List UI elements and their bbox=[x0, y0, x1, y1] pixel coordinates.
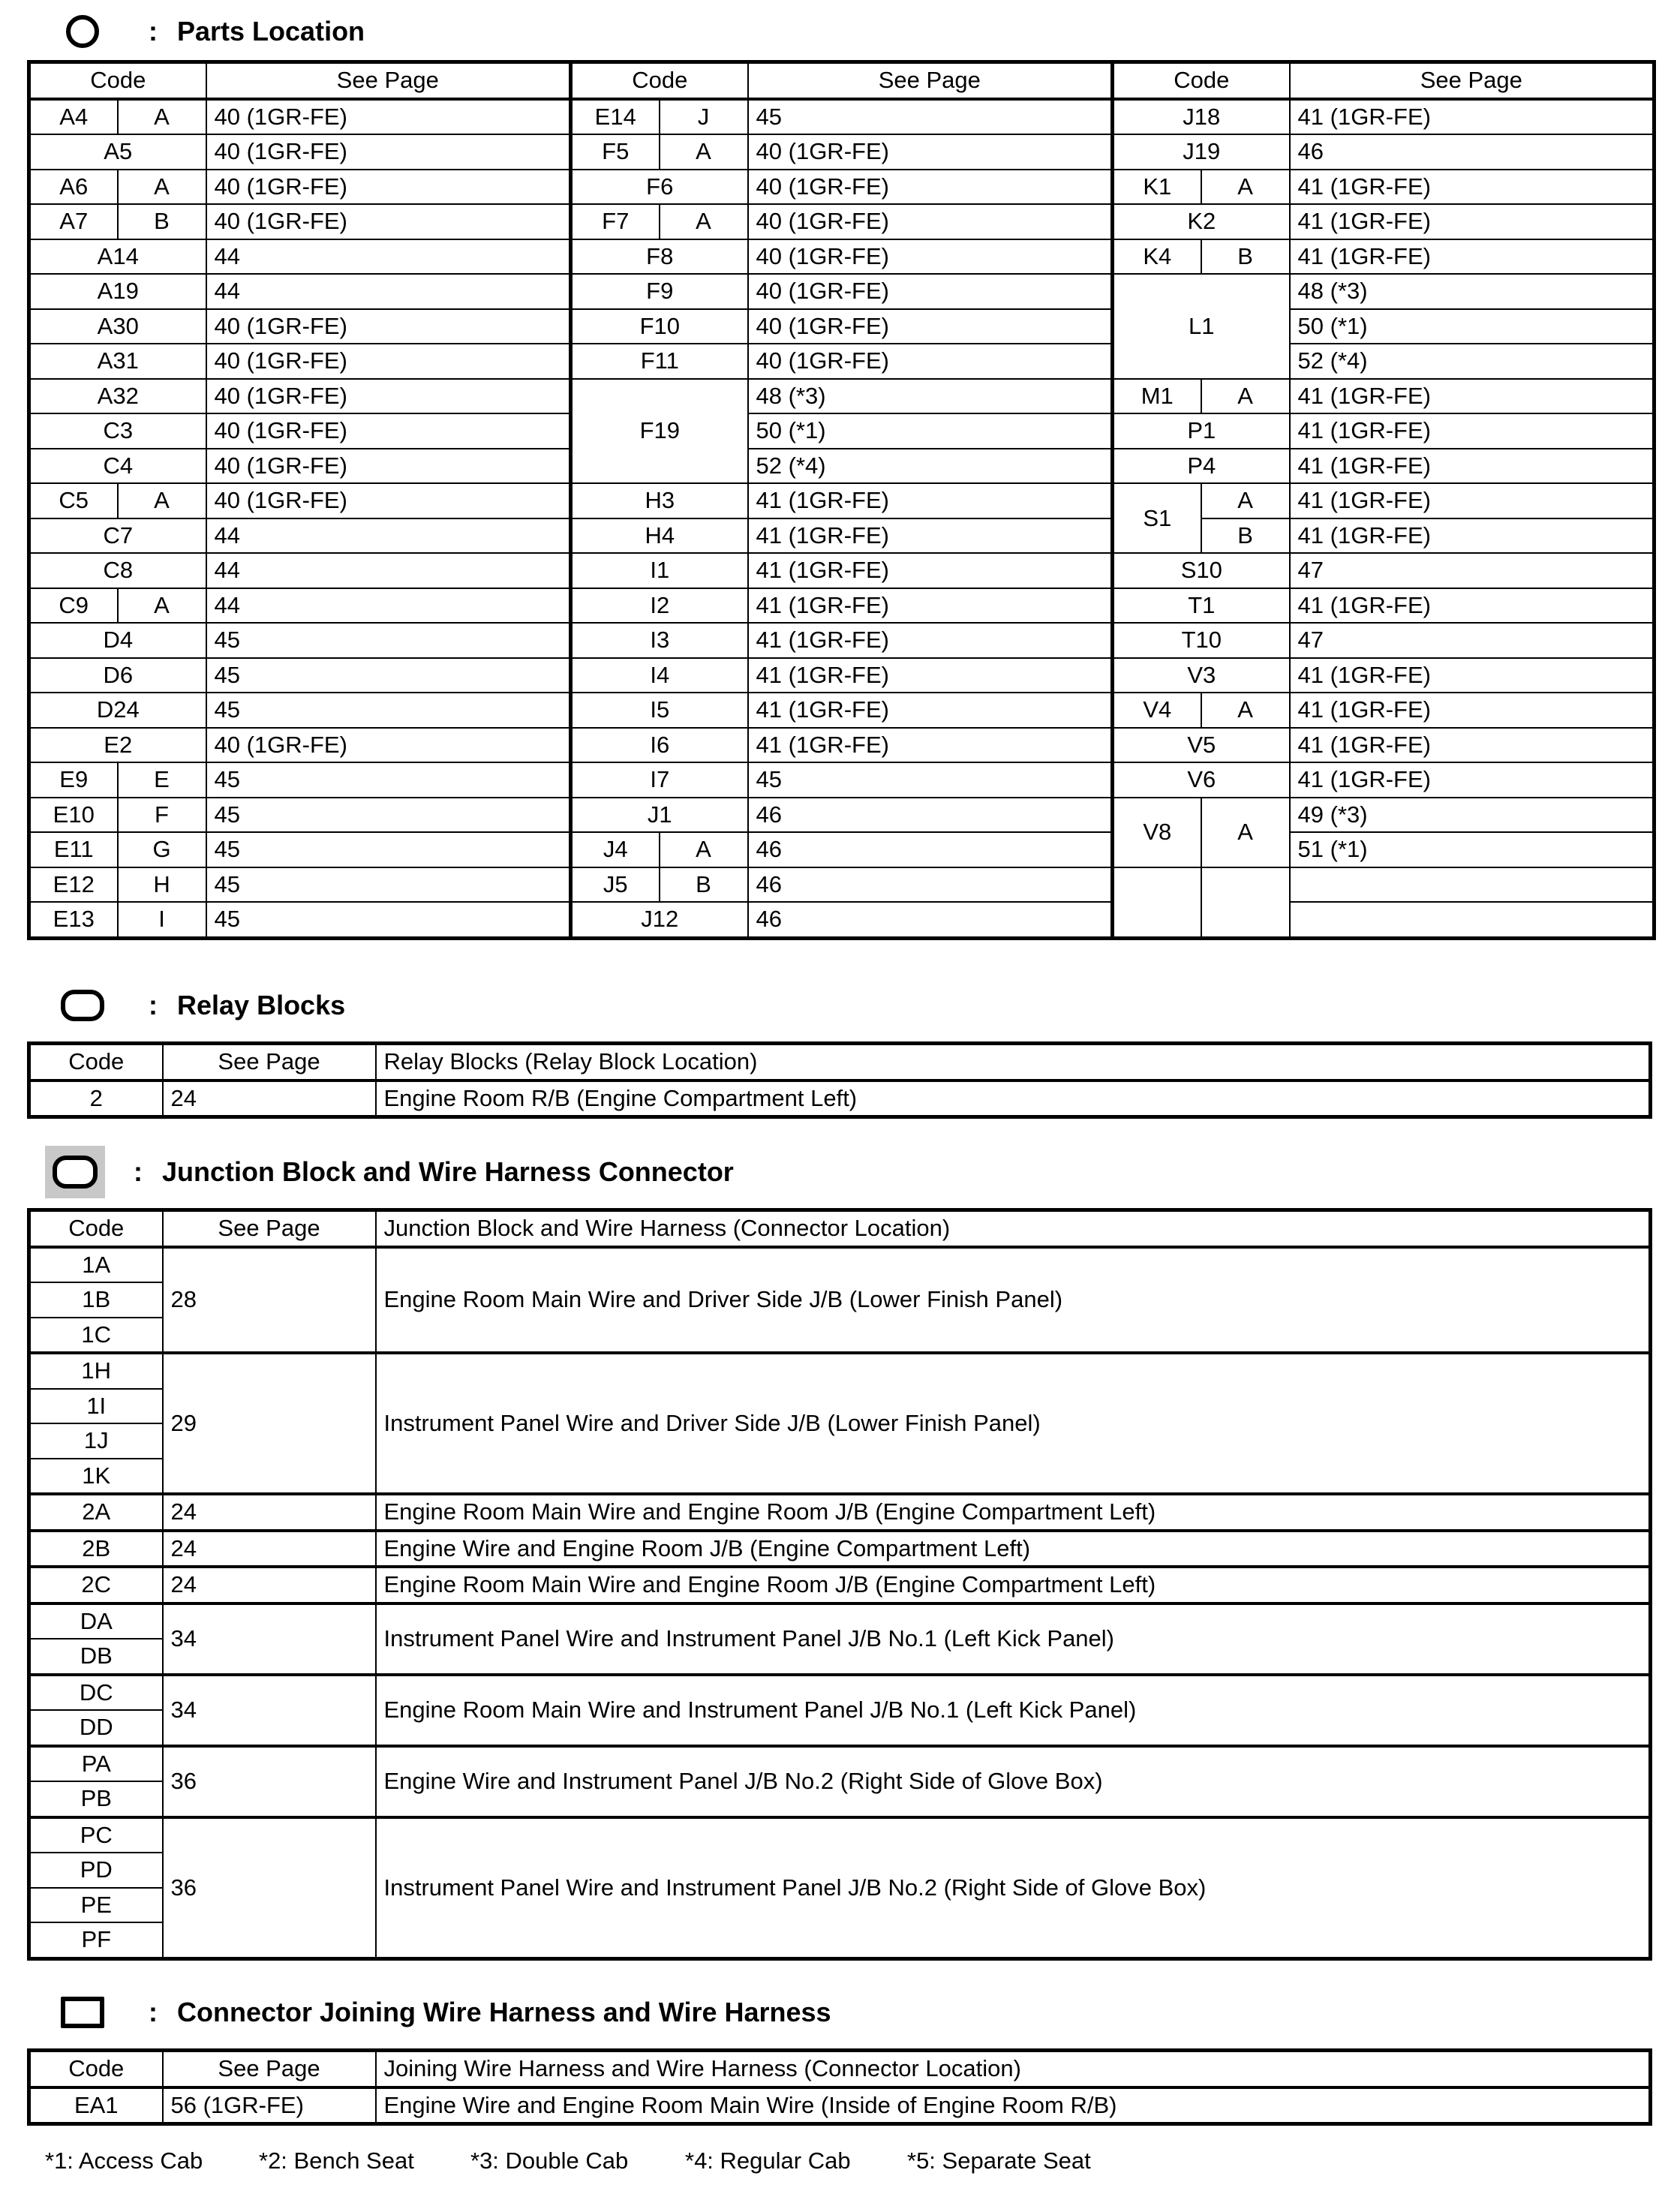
cell-code: EA1 bbox=[29, 2087, 163, 2124]
cell-letter: A bbox=[1201, 483, 1290, 518]
cell-page: 41 (1GR-FE) bbox=[748, 658, 1113, 693]
cell-page: 40 (1GR-FE) bbox=[206, 134, 571, 170]
table-row bbox=[29, 832, 1654, 867]
table-row bbox=[29, 623, 1654, 658]
cell-page: 41 (1GR-FE) bbox=[748, 623, 1113, 658]
cell-code: I4 bbox=[571, 658, 748, 693]
cell-letter: A bbox=[118, 588, 206, 624]
cell-page: 44 bbox=[206, 588, 571, 624]
cell-code: C9 bbox=[29, 588, 118, 624]
cell-code: E12 bbox=[29, 867, 118, 903]
cell-page: 44 bbox=[206, 274, 571, 309]
cell-page: 50 (*1) bbox=[748, 413, 1113, 449]
cell-location: Engine Room R/B (Engine Compartment Left) bbox=[376, 1080, 1651, 1117]
header-code: Code bbox=[571, 62, 748, 99]
cell-code: I2 bbox=[571, 588, 748, 624]
cell-code: A31 bbox=[29, 344, 206, 379]
cell-code: V6 bbox=[1113, 762, 1290, 798]
cell-letter: A bbox=[1201, 798, 1290, 867]
cell-code: D4 bbox=[29, 623, 206, 658]
cell-code: T10 bbox=[1113, 623, 1290, 658]
relay-blocks-table bbox=[27, 1041, 1652, 1119]
table-row bbox=[29, 1567, 1651, 1603]
junction-block-heading: : Junction Block and Wire Harness Connector bbox=[53, 1150, 734, 1195]
header-see-page: See Page bbox=[163, 2051, 376, 2087]
cell-letter: B bbox=[118, 204, 206, 239]
cell-code: I1 bbox=[571, 553, 748, 588]
cell-page: 46 bbox=[1290, 134, 1654, 170]
cell-location: Instrument Panel Wire and Driver Side J/B (Lower Finish Panel) bbox=[376, 1353, 1651, 1494]
cell-location: Engine Wire and Engine Room Main Wire (Inside of Engine Room R/B) bbox=[376, 2087, 1651, 2124]
cell-code: V3 bbox=[1113, 658, 1290, 693]
circle-symbol-icon bbox=[66, 15, 99, 48]
cell-code: T1 bbox=[1113, 588, 1290, 624]
cell-code: 1I bbox=[29, 1389, 163, 1424]
cell-code: C3 bbox=[29, 413, 206, 449]
cell-page: 46 bbox=[748, 867, 1113, 903]
cell-code: PC bbox=[29, 1817, 163, 1853]
table-row bbox=[29, 728, 1654, 763]
cell-page: 40 (1GR-FE) bbox=[206, 728, 571, 763]
table-row bbox=[29, 867, 1654, 903]
cell-letter: A bbox=[660, 134, 748, 170]
cell-code: C7 bbox=[29, 518, 206, 554]
cell-page: 40 (1GR-FE) bbox=[748, 309, 1113, 344]
cell-code: F11 bbox=[571, 344, 748, 379]
cell-location: Engine Room Main Wire and Driver Side J/B (Lower Finish Panel) bbox=[376, 1247, 1651, 1354]
cell-page: 41 (1GR-FE) bbox=[748, 518, 1113, 554]
cell-page: 34 bbox=[163, 1675, 376, 1746]
cell-page: 40 (1GR-FE) bbox=[206, 483, 571, 518]
table-row bbox=[29, 239, 1654, 275]
cell-page: 46 bbox=[748, 832, 1113, 867]
table-row bbox=[29, 902, 1654, 938]
cell-code: D24 bbox=[29, 693, 206, 728]
cell-page: 45 bbox=[206, 658, 571, 693]
parts-location-table bbox=[27, 60, 1656, 940]
cell-code: 1J bbox=[29, 1423, 163, 1459]
cell-page: 40 (1GR-FE) bbox=[206, 99, 571, 135]
cell-page: 41 (1GR-FE) bbox=[1290, 449, 1654, 484]
cell-code: 2 bbox=[29, 1080, 163, 1117]
cell-code: 2B bbox=[29, 1531, 163, 1567]
table-row bbox=[29, 658, 1654, 693]
cell-page: 45 bbox=[748, 99, 1113, 135]
cell-code: M1 bbox=[1113, 379, 1201, 414]
footnote: *4: Regular Cab bbox=[685, 2147, 851, 2174]
cell-code: C8 bbox=[29, 553, 206, 588]
table-row bbox=[29, 2051, 1651, 2087]
table-row bbox=[29, 1247, 1651, 1283]
cell-code: 2A bbox=[29, 1494, 163, 1531]
header-see-page: See Page bbox=[163, 1210, 376, 1247]
table-row bbox=[29, 2087, 1651, 2124]
cell-letter: B bbox=[660, 867, 748, 903]
cell-page: 50 (*1) bbox=[1290, 309, 1654, 344]
cell-code: F9 bbox=[571, 274, 748, 309]
cell-page: 41 (1GR-FE) bbox=[748, 728, 1113, 763]
cell-code: J18 bbox=[1113, 99, 1290, 135]
cell-code: F8 bbox=[571, 239, 748, 275]
cell-code: C5 bbox=[29, 483, 118, 518]
cell-letter: F bbox=[118, 798, 206, 833]
cell-code: 1A bbox=[29, 1247, 163, 1283]
table-row bbox=[29, 1210, 1651, 1247]
header-see-page: See Page bbox=[748, 62, 1113, 99]
square-symbol-icon bbox=[61, 1997, 104, 2028]
cell-page: 40 (1GR-FE) bbox=[748, 344, 1113, 379]
rounded-box-symbol-icon bbox=[53, 1156, 98, 1189]
cell-letter: B bbox=[1201, 239, 1290, 275]
cell-page: 46 bbox=[748, 902, 1113, 938]
cell-page: 36 bbox=[163, 1817, 376, 1959]
cell-page: 24 bbox=[163, 1494, 376, 1531]
footnote: *3: Double Cab bbox=[470, 2147, 629, 2174]
cell-location: Instrument Panel Wire and Instrument Panel J/B No.1 (Left Kick Panel) bbox=[376, 1603, 1651, 1675]
cell-page: 24 bbox=[163, 1567, 376, 1603]
cell-page: 41 (1GR-FE) bbox=[748, 553, 1113, 588]
table-row bbox=[29, 1080, 1651, 1117]
table-row bbox=[29, 274, 1654, 309]
cell-page: 28 bbox=[163, 1247, 376, 1354]
cell-page: 49 (*3) bbox=[1290, 798, 1654, 833]
cell-code: J5 bbox=[571, 867, 660, 903]
table-row bbox=[29, 762, 1654, 798]
cell-code: 1B bbox=[29, 1282, 163, 1318]
cell-page: 46 bbox=[748, 798, 1113, 833]
cell-page: 44 bbox=[206, 239, 571, 275]
cell-page: 47 bbox=[1290, 623, 1654, 658]
joining-connector-title: Connector Joining Wire Harness and Wire Harness bbox=[177, 1997, 831, 2027]
table-row bbox=[29, 309, 1654, 344]
cell-code: F7 bbox=[571, 204, 660, 239]
cell-letter: G bbox=[118, 832, 206, 867]
footnotes bbox=[45, 2147, 1091, 2174]
cell-page: 41 (1GR-FE) bbox=[1290, 693, 1654, 728]
cell-page: 24 bbox=[163, 1080, 376, 1117]
header-location: Junction Block and Wire Harness (Connector Location) bbox=[376, 1210, 1651, 1247]
cell-code: K2 bbox=[1113, 204, 1290, 239]
cell-code: V5 bbox=[1113, 728, 1290, 763]
cell-page: 48 (*3) bbox=[1290, 274, 1654, 309]
cell-page: 40 (1GR-FE) bbox=[206, 449, 571, 484]
cell-location: Instrument Panel Wire and Instrument Panel J/B No.2 (Right Side of Glove Box) bbox=[376, 1817, 1651, 1959]
cell-code: J1 bbox=[571, 798, 748, 833]
cell-code: D6 bbox=[29, 658, 206, 693]
table-row bbox=[29, 1044, 1651, 1080]
cell-code: H3 bbox=[571, 483, 748, 518]
cell-page: 41 (1GR-FE) bbox=[748, 588, 1113, 624]
cell-code: PA bbox=[29, 1746, 163, 1782]
cell-page: 45 bbox=[206, 832, 571, 867]
table-row bbox=[29, 134, 1654, 170]
cell-code: K1 bbox=[1113, 170, 1201, 205]
cell-page: 40 (1GR-FE) bbox=[748, 204, 1113, 239]
cell-page: 44 bbox=[206, 518, 571, 554]
cell-code: F6 bbox=[571, 170, 748, 205]
cell-code: V4 bbox=[1113, 693, 1201, 728]
cell-code: PE bbox=[29, 1888, 163, 1923]
cell-page: 40 (1GR-FE) bbox=[206, 413, 571, 449]
table-row bbox=[29, 518, 1654, 554]
cell-page: 40 (1GR-FE) bbox=[206, 170, 571, 205]
cell-page: 41 (1GR-FE) bbox=[1290, 728, 1654, 763]
cell-page bbox=[1290, 902, 1654, 938]
footnote: *5: Separate Seat bbox=[907, 2147, 1091, 2174]
header-code: Code bbox=[29, 1044, 163, 1080]
cell-code: A19 bbox=[29, 274, 206, 309]
cell-code: PF bbox=[29, 1922, 163, 1958]
cell-code: 1C bbox=[29, 1318, 163, 1354]
cell-code: P4 bbox=[1113, 449, 1290, 484]
cell-page: 40 (1GR-FE) bbox=[748, 239, 1113, 275]
cell-letter: E bbox=[118, 762, 206, 798]
cell-letter: H bbox=[118, 867, 206, 903]
shaded-box-symbol bbox=[45, 1146, 105, 1198]
header-location: Joining Wire Harness and Wire Harness (Connector Location) bbox=[376, 2051, 1651, 2087]
oval-symbol-icon bbox=[61, 990, 104, 1021]
cell-code: DC bbox=[29, 1675, 163, 1711]
cell-page: 41 (1GR-FE) bbox=[748, 693, 1113, 728]
cell-page: 41 (1GR-FE) bbox=[1290, 99, 1654, 135]
junction-block-title: Junction Block and Wire Harness Connector bbox=[162, 1156, 734, 1187]
cell-page: 41 (1GR-FE) bbox=[1290, 379, 1654, 414]
cell-page: 47 bbox=[1290, 553, 1654, 588]
cell-code: DB bbox=[29, 1639, 163, 1675]
cell-page: 40 (1GR-FE) bbox=[748, 274, 1113, 309]
cell-code: 2C bbox=[29, 1567, 163, 1603]
parts-location-title: Parts Location bbox=[177, 16, 365, 47]
cell-page: 51 (*1) bbox=[1290, 832, 1654, 867]
cell-page: 44 bbox=[206, 553, 571, 588]
parts-location-heading: : Parts Location bbox=[53, 9, 365, 54]
cell-letter: A bbox=[118, 170, 206, 205]
table-row bbox=[29, 693, 1654, 728]
table-row bbox=[29, 1531, 1651, 1567]
cell-letter: A bbox=[1201, 379, 1290, 414]
cell-letter: B bbox=[1201, 518, 1290, 554]
cell-page: 40 (1GR-FE) bbox=[748, 170, 1113, 205]
cell-page: 40 (1GR-FE) bbox=[206, 344, 571, 379]
cell-code: E11 bbox=[29, 832, 118, 867]
cell-code: A14 bbox=[29, 239, 206, 275]
table-row bbox=[29, 62, 1654, 99]
cell-code: J4 bbox=[571, 832, 660, 867]
cell-page: 41 (1GR-FE) bbox=[1290, 170, 1654, 205]
table-row bbox=[29, 553, 1654, 588]
cell-page: 40 (1GR-FE) bbox=[206, 204, 571, 239]
cell-code: PD bbox=[29, 1853, 163, 1888]
cell-code: F10 bbox=[571, 309, 748, 344]
cell-page: 41 (1GR-FE) bbox=[1290, 413, 1654, 449]
cell-letter: A bbox=[660, 832, 748, 867]
table-row bbox=[29, 1353, 1651, 1389]
cell-code: A4 bbox=[29, 99, 118, 135]
cell-code: E14 bbox=[571, 99, 660, 135]
cell-code: P1 bbox=[1113, 413, 1290, 449]
cell-page: 41 (1GR-FE) bbox=[1290, 518, 1654, 554]
cell-location: Engine Wire and Engine Room J/B (Engine Compartment Left) bbox=[376, 1531, 1651, 1567]
table-row bbox=[29, 204, 1654, 239]
table-row bbox=[29, 1675, 1651, 1711]
cell-code: 1H bbox=[29, 1353, 163, 1389]
footnote: *1: Access Cab bbox=[45, 2147, 203, 2174]
cell-code: E10 bbox=[29, 798, 118, 833]
cell-page: 29 bbox=[163, 1353, 376, 1494]
cell-code: I7 bbox=[571, 762, 748, 798]
cell-code: A7 bbox=[29, 204, 118, 239]
cell-page: 56 (1GR-FE) bbox=[163, 2087, 376, 2124]
table-row bbox=[29, 1494, 1651, 1531]
cell-page: 41 (1GR-FE) bbox=[1290, 483, 1654, 518]
cell-page: 45 bbox=[206, 623, 571, 658]
cell-code: F19 bbox=[571, 379, 748, 484]
cell-code: DD bbox=[29, 1710, 163, 1746]
cell-code: F5 bbox=[571, 134, 660, 170]
cell-code: V8 bbox=[1113, 798, 1201, 867]
table-row bbox=[29, 99, 1654, 135]
cell-code: PB bbox=[29, 1781, 163, 1817]
table-row bbox=[29, 588, 1654, 624]
cell-page: 45 bbox=[206, 762, 571, 798]
header-code: Code bbox=[1113, 62, 1290, 99]
cell-page: 45 bbox=[206, 902, 571, 938]
cell-code bbox=[1113, 867, 1201, 939]
cell-letter: A bbox=[118, 483, 206, 518]
cell-page: 45 bbox=[206, 798, 571, 833]
junction-block-table bbox=[27, 1208, 1652, 1961]
cell-code: A32 bbox=[29, 379, 206, 414]
cell-letter bbox=[1201, 867, 1290, 939]
cell-page: 41 (1GR-FE) bbox=[1290, 762, 1654, 798]
table-row bbox=[29, 798, 1654, 833]
cell-code: I6 bbox=[571, 728, 748, 763]
cell-page: 45 bbox=[748, 762, 1113, 798]
cell-letter: A bbox=[1201, 170, 1290, 205]
header-code: Code bbox=[29, 1210, 163, 1247]
cell-code: I3 bbox=[571, 623, 748, 658]
cell-page: 40 (1GR-FE) bbox=[206, 379, 571, 414]
header-see-page: See Page bbox=[163, 1044, 376, 1080]
cell-page: 40 (1GR-FE) bbox=[206, 309, 571, 344]
cell-code: E9 bbox=[29, 762, 118, 798]
cell-code: J19 bbox=[1113, 134, 1290, 170]
cell-page: 41 (1GR-FE) bbox=[748, 483, 1113, 518]
joining-connector-heading: : Connector Joining Wire Harness and Wire Harness bbox=[53, 1990, 831, 2035]
cell-page: 41 (1GR-FE) bbox=[1290, 588, 1654, 624]
cell-letter: A bbox=[1201, 693, 1290, 728]
cell-page: 36 bbox=[163, 1746, 376, 1817]
cell-code: A6 bbox=[29, 170, 118, 205]
cell-code: DA bbox=[29, 1603, 163, 1639]
cell-page: 52 (*4) bbox=[748, 449, 1113, 484]
cell-code: J12 bbox=[571, 902, 748, 938]
cell-page: 45 bbox=[206, 867, 571, 903]
cell-letter: A bbox=[660, 204, 748, 239]
cell-page: 41 (1GR-FE) bbox=[1290, 204, 1654, 239]
cell-code: L1 bbox=[1113, 274, 1290, 379]
cell-letter: I bbox=[118, 902, 206, 938]
cell-page: 41 (1GR-FE) bbox=[1290, 239, 1654, 275]
cell-location: Engine Room Main Wire and Engine Room J/B (Engine Compartment Left) bbox=[376, 1494, 1651, 1531]
cell-location: Engine Wire and Instrument Panel J/B No.2 (Right Side of Glove Box) bbox=[376, 1746, 1651, 1817]
cell-code: E13 bbox=[29, 902, 118, 938]
cell-code: 1K bbox=[29, 1459, 163, 1495]
cell-page: 45 bbox=[206, 693, 571, 728]
header-see-page: See Page bbox=[1290, 62, 1654, 99]
cell-page: 34 bbox=[163, 1603, 376, 1675]
cell-page: 24 bbox=[163, 1531, 376, 1567]
table-row bbox=[29, 1817, 1651, 1853]
cell-letter: A bbox=[118, 99, 206, 135]
cell-page: 41 (1GR-FE) bbox=[1290, 658, 1654, 693]
cell-letter: J bbox=[660, 99, 748, 135]
table-row bbox=[29, 170, 1654, 205]
header-code: Code bbox=[29, 62, 206, 99]
cell-code: S1 bbox=[1113, 483, 1201, 553]
cell-location: Engine Room Main Wire and Instrument Panel J/B No.1 (Left Kick Panel) bbox=[376, 1675, 1651, 1746]
table-row bbox=[29, 449, 1654, 484]
cell-code: S10 bbox=[1113, 553, 1290, 588]
header-see-page: See Page bbox=[206, 62, 571, 99]
relay-blocks-title: Relay Blocks bbox=[177, 990, 346, 1020]
cell-page bbox=[1290, 867, 1654, 903]
cell-page: 52 (*4) bbox=[1290, 344, 1654, 379]
cell-page: 40 (1GR-FE) bbox=[748, 134, 1113, 170]
cell-code: H4 bbox=[571, 518, 748, 554]
joining-connector-table bbox=[27, 2048, 1652, 2126]
cell-code: A30 bbox=[29, 309, 206, 344]
footnote: *2: Bench Seat bbox=[259, 2147, 414, 2174]
cell-location: Engine Room Main Wire and Engine Room J/B (Engine Compartment Left) bbox=[376, 1567, 1651, 1603]
cell-code: I5 bbox=[571, 693, 748, 728]
relay-blocks-heading: : Relay Blocks bbox=[53, 983, 345, 1028]
cell-code: E2 bbox=[29, 728, 206, 763]
table-row bbox=[29, 344, 1654, 379]
table-row bbox=[29, 483, 1654, 518]
table-row bbox=[29, 1603, 1651, 1639]
cell-page: 48 (*3) bbox=[748, 379, 1113, 414]
table-row bbox=[29, 379, 1654, 414]
table-row bbox=[29, 413, 1654, 449]
cell-code: K4 bbox=[1113, 239, 1201, 275]
header-location: Relay Blocks (Relay Block Location) bbox=[376, 1044, 1651, 1080]
cell-code: C4 bbox=[29, 449, 206, 484]
table-row bbox=[29, 1746, 1651, 1782]
cell-code: A5 bbox=[29, 134, 206, 170]
header-code: Code bbox=[29, 2051, 163, 2087]
